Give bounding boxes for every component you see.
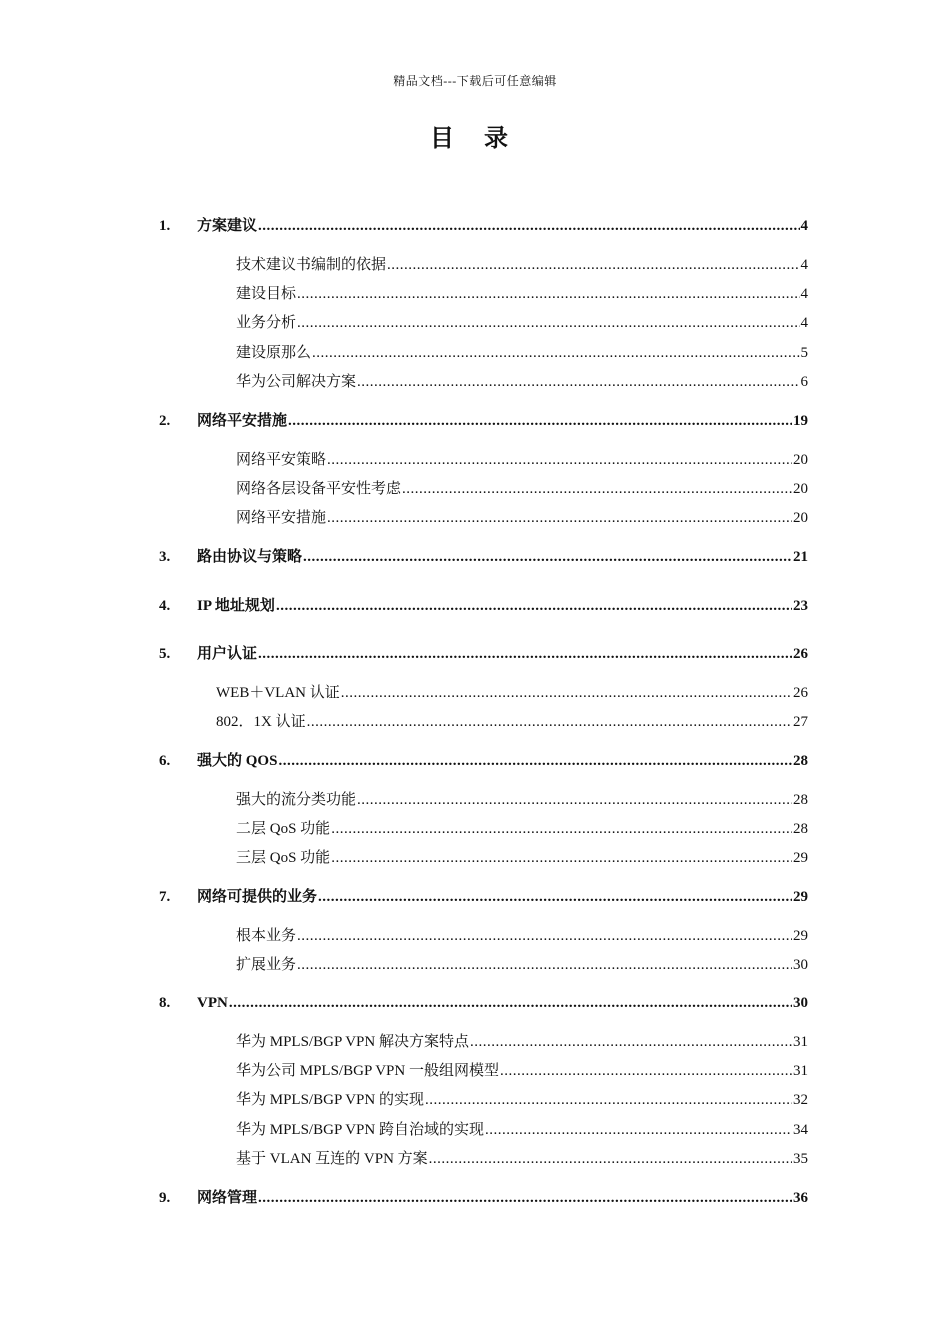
toc-label: 建设原那么: [236, 345, 312, 361]
toc-page: 19: [793, 413, 808, 429]
toc-leader: [357, 789, 792, 811]
toc-entry-1-3[interactable]: [236, 312, 808, 334]
toc-label: 强大的 QOS: [197, 753, 278, 769]
toc-leader: [303, 546, 792, 568]
toc-page: 31: [793, 1034, 808, 1050]
toc-number: 4.: [159, 598, 171, 614]
toc-label: 用户认证: [197, 646, 258, 662]
toc-page: 35: [793, 1151, 808, 1167]
toc-entry-6[interactable]: [159, 750, 808, 772]
toc-label: VPN: [197, 995, 228, 1011]
toc-page: 29: [793, 850, 808, 866]
toc-page: 28: [793, 792, 808, 808]
toc-entry-1[interactable]: [159, 215, 808, 237]
toc-page: 20: [793, 510, 808, 526]
toc-label: 网络平安措施: [236, 510, 327, 526]
toc-page: 31: [793, 1063, 808, 1079]
toc-label: 技术建议书编制的依据: [236, 257, 387, 273]
toc-entry-2-2[interactable]: [236, 478, 808, 500]
toc-label: 三层 QoS 功能: [236, 850, 331, 866]
toc-label: 网络平安措施: [197, 413, 288, 429]
toc-leader: [276, 595, 792, 617]
toc-leader: [258, 1187, 792, 1209]
toc-page: 28: [793, 821, 808, 837]
toc-entry-2[interactable]: [159, 410, 808, 432]
toc-leader: [297, 312, 799, 334]
toc-entry-7-1[interactable]: [236, 925, 808, 947]
toc-label: WEB＋VLAN 认证: [216, 685, 340, 701]
toc-leader: [297, 954, 792, 976]
toc-leader: [297, 283, 799, 305]
toc-leader: [402, 478, 792, 500]
toc-label: 方案建议: [197, 218, 258, 234]
toc-entry-2-1[interactable]: [236, 449, 808, 471]
toc-label: 华为 MPLS/BGP VPN 的实现: [236, 1092, 424, 1108]
toc-label: 建设目标: [236, 286, 297, 302]
toc-leader: [387, 254, 799, 276]
toc-entry-4[interactable]: [159, 595, 808, 617]
toc-number: 9.: [159, 1190, 171, 1206]
toc-page: 34: [793, 1122, 808, 1138]
toc-label: 网络管理: [197, 1190, 258, 1206]
toc-leader: [229, 992, 792, 1014]
toc-number: 3.: [159, 549, 171, 565]
toc-leader: [327, 507, 792, 529]
toc-label: 根本业务: [236, 928, 297, 944]
toc-label: 强大的流分类功能: [236, 792, 357, 808]
toc-label: 华为公司 MPLS/BGP VPN 一般组网模型: [236, 1063, 499, 1079]
toc-label: 网络平安策略: [236, 452, 327, 468]
toc-entry-1-4[interactable]: [236, 342, 808, 364]
toc-entry-8-4[interactable]: [236, 1119, 808, 1141]
toc-page: 21: [793, 549, 808, 565]
toc-page: 26: [793, 685, 808, 701]
toc-entry-9[interactable]: [159, 1187, 808, 1209]
toc-title: 目 录: [430, 126, 520, 152]
toc-entry-3[interactable]: [159, 546, 808, 568]
toc-page: 27: [793, 714, 808, 730]
toc-entry-8-1[interactable]: [236, 1031, 808, 1053]
toc-leader: [312, 342, 799, 364]
toc-leader: [357, 371, 799, 393]
toc-label: 华为 MPLS/BGP VPN 跨自治域的实现: [236, 1122, 484, 1138]
toc-label: 网络可提供的业务: [197, 889, 318, 905]
toc-entry-6-3[interactable]: [236, 847, 808, 869]
toc-entry-6-1[interactable]: [236, 789, 808, 811]
toc-page: 26: [793, 646, 808, 662]
toc-page: 4: [800, 315, 808, 331]
toc-leader: [327, 449, 792, 471]
toc-label: 扩展业务: [236, 957, 297, 973]
toc-leader: [331, 818, 792, 840]
toc-label: 基于 VLAN 互连的 VPN 方案: [236, 1151, 428, 1167]
toc-page: 6: [800, 374, 808, 390]
toc-leader: [429, 1148, 792, 1170]
toc-leader: [341, 682, 792, 704]
toc-leader: [318, 886, 792, 908]
toc-leader: [307, 711, 792, 733]
toc-leader: [297, 925, 792, 947]
toc-entry-7[interactable]: [159, 886, 808, 908]
toc-page: 4: [800, 218, 808, 234]
toc-page: 32: [793, 1092, 808, 1108]
toc-leader: [425, 1089, 792, 1111]
toc-page: 23: [793, 598, 808, 614]
toc-entry-8-2[interactable]: [236, 1060, 808, 1082]
toc-entry-1-2[interactable]: [236, 283, 808, 305]
toc-page: 28: [793, 753, 808, 769]
toc-page: 4: [800, 257, 808, 273]
page-header: 精品文档---下载后可任意编辑: [393, 74, 557, 88]
toc-page: 30: [793, 995, 808, 1011]
toc-number: 7.: [159, 889, 171, 905]
toc-leader: [258, 215, 799, 237]
toc-page: 30: [793, 957, 808, 973]
toc-leader: [288, 410, 792, 432]
toc-label: 二层 QoS 功能: [236, 821, 331, 837]
toc-label: 网络各层设备平安性考虑: [236, 481, 402, 497]
toc-entry-8-3[interactable]: [236, 1089, 808, 1111]
toc-entry-6-2[interactable]: [236, 818, 808, 840]
toc-entry-5-1[interactable]: [216, 682, 808, 704]
toc-label: 华为 MPLS/BGP VPN 解决方案特点: [236, 1034, 469, 1050]
toc-entry-8[interactable]: [159, 992, 808, 1014]
toc-leader: [331, 847, 792, 869]
toc-number: 6.: [159, 753, 171, 769]
toc-leader: [278, 750, 792, 772]
toc-number: 2.: [159, 413, 171, 429]
toc-entry-5[interactable]: [159, 643, 808, 665]
toc-label: 802．1X 认证: [216, 714, 306, 730]
toc-entry-2-3[interactable]: [236, 507, 808, 529]
toc-page: 4: [800, 286, 808, 302]
toc-page: 5: [800, 345, 808, 361]
toc-leader: [485, 1119, 792, 1141]
toc-page: 29: [793, 928, 808, 944]
toc-leader: [258, 643, 792, 665]
toc-page: 36: [793, 1190, 808, 1206]
toc-label: 业务分析: [236, 315, 297, 331]
toc-page: 20: [793, 481, 808, 497]
toc-number: 1.: [159, 218, 171, 234]
toc-page: 29: [793, 889, 808, 905]
toc-number: 8.: [159, 995, 171, 1011]
toc-entry-8-5[interactable]: [236, 1148, 808, 1170]
toc-page: 20: [793, 452, 808, 468]
toc-number: 5.: [159, 646, 171, 662]
toc-leader: [500, 1060, 792, 1082]
toc-label: 路由协议与策略: [197, 549, 303, 565]
toc-entry-1-5[interactable]: [236, 371, 808, 393]
toc-label: 华为公司解决方案: [236, 374, 357, 390]
toc-entry-7-2[interactable]: [236, 954, 808, 976]
toc-entry-1-1[interactable]: [236, 254, 808, 276]
toc-entry-5-2[interactable]: [216, 711, 808, 733]
toc-label: IP 地址规划: [197, 598, 275, 614]
toc-leader: [470, 1031, 792, 1053]
